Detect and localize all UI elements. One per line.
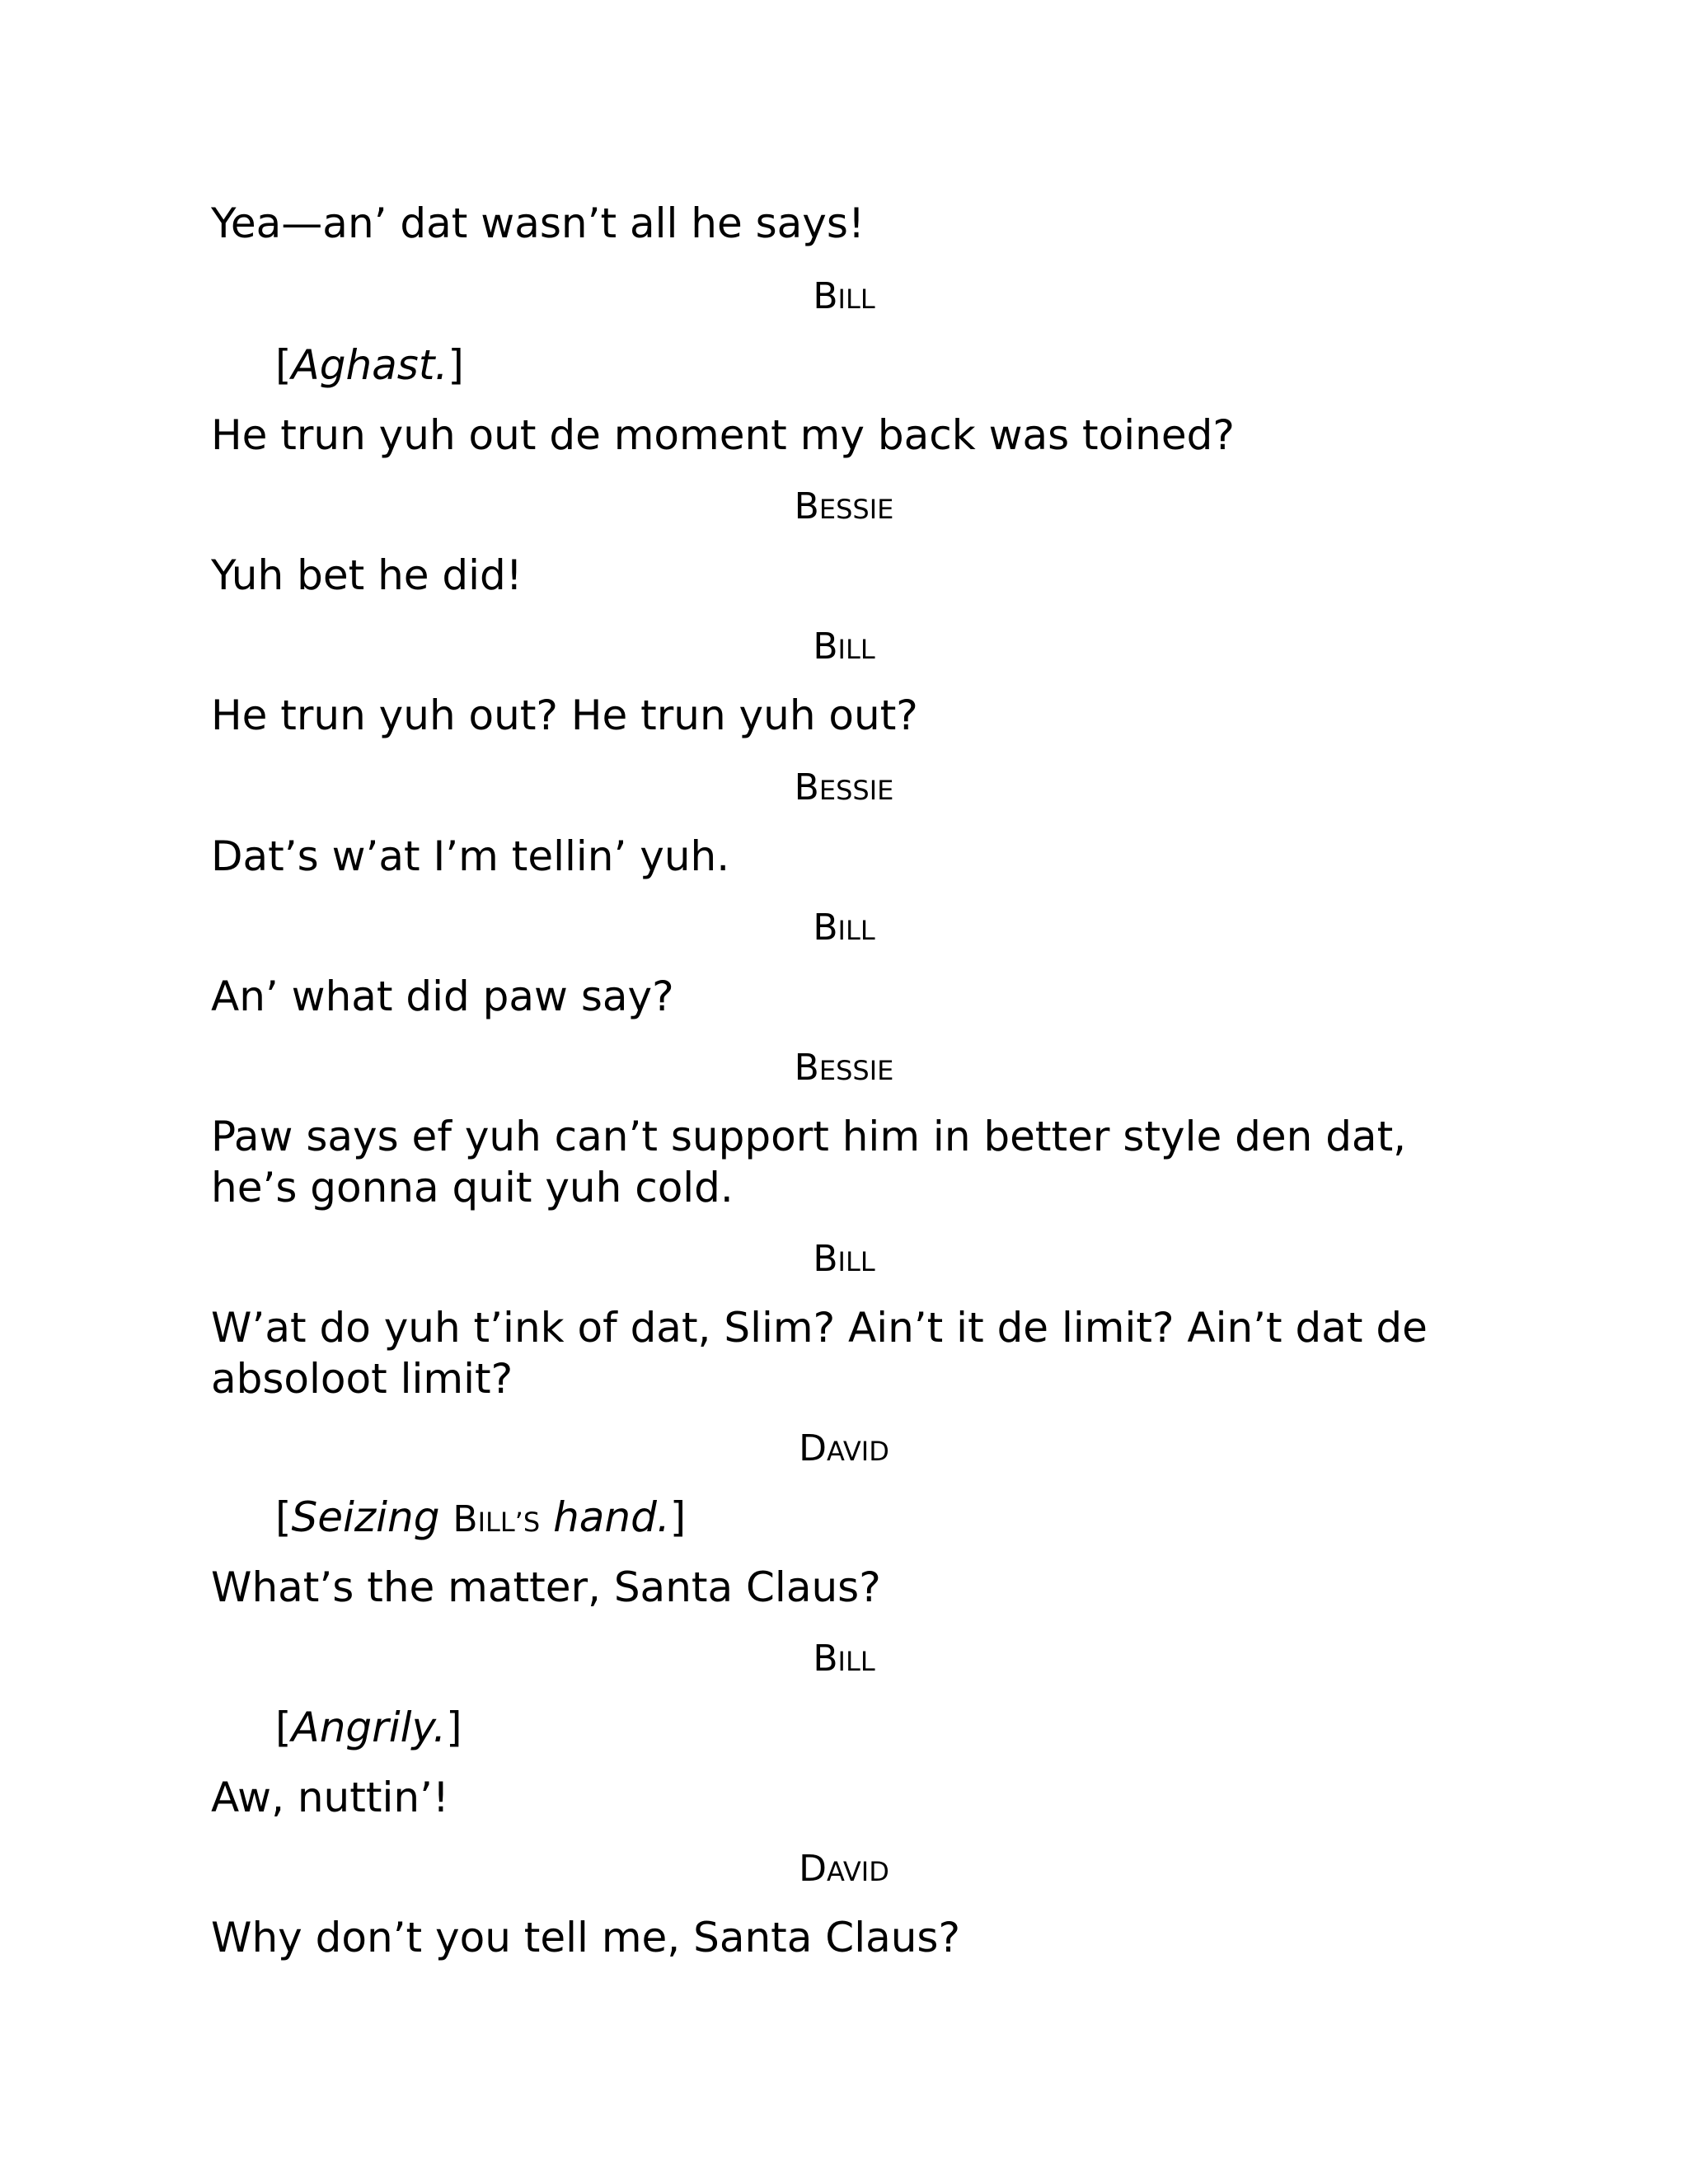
speech-line: Yuh bet he did! [211, 551, 523, 599]
speech-line: He trun yuh out? He trun yuh out? [211, 691, 918, 739]
speaker-name: BILL [813, 275, 875, 317]
speaker-name: BESSIE [794, 1047, 894, 1089]
speech-line: W’at do yuh t’ink of dat, Slim? Ain’t it de limit? Ain’t dat de absoloot limit? [211, 1304, 1428, 1403]
speech-line: Why don’t you tell me, Santa Claus? [211, 1914, 961, 1961]
speaker-name: BILL [813, 626, 875, 668]
stage-direction: [Seizing BILL’S hand.] [275, 1493, 687, 1541]
speech-line: He trun yuh out de moment my back was toined? [211, 411, 1235, 459]
speech-line: Yea—an’ dat wasn’t all he says! [211, 199, 865, 247]
stage-direction: [Aghast.] [275, 341, 464, 389]
speaker-name: BILL [813, 1638, 875, 1680]
speech-line: What’s the matter, Santa Claus? [211, 1563, 881, 1611]
speech-line: Aw, nuttin’! [211, 1774, 449, 1821]
speaker-name: BILL [813, 907, 875, 949]
speech-line: Dat’s w’at I’m tellin’ yuh. [211, 832, 730, 880]
speaker-name: BESSIE [794, 485, 894, 527]
speaker-name: DAVID [799, 1848, 889, 1890]
speech-line: An’ what did paw say? [211, 972, 674, 1020]
stage-direction: [Angrily.] [275, 1704, 462, 1751]
speaker-name: BILL [813, 1238, 875, 1280]
speaker-name: BESSIE [794, 766, 894, 808]
speech-line: Paw says ef yuh can’t support him in better style den dat, he’s gonna quit yuh cold. [211, 1113, 1407, 1212]
speaker-name: DAVID [799, 1427, 889, 1469]
